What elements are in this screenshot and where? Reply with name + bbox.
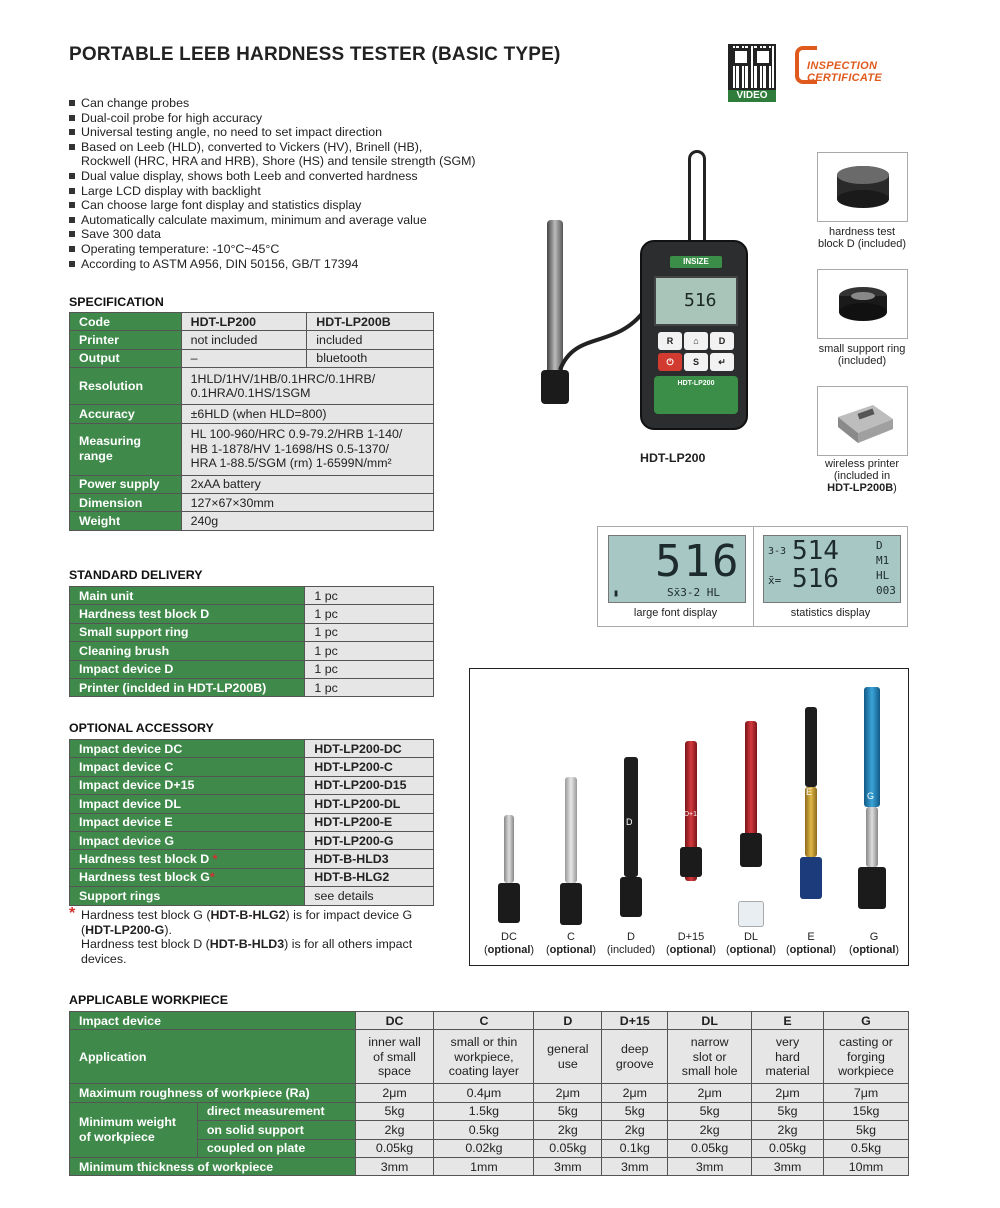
probe-name: DL bbox=[743, 931, 759, 943]
measuring-line1: HL 100-960/HRC 0.9-79.2/HRB 1-140/ bbox=[190, 427, 403, 442]
application-cell bbox=[534, 1030, 602, 1084]
weight-cell: 5kg bbox=[824, 1121, 909, 1139]
statistics-lcd bbox=[763, 535, 901, 603]
lcd-side: M1 bbox=[876, 554, 890, 567]
table-row bbox=[70, 512, 434, 530]
key-d: D bbox=[710, 332, 734, 350]
thickness-cell: 3mm bbox=[602, 1157, 668, 1175]
application-line: space bbox=[377, 1064, 412, 1079]
workpiece-device: DL bbox=[668, 1012, 752, 1030]
probe-ring bbox=[800, 857, 822, 899]
video-qr-code[interactable] bbox=[728, 44, 776, 102]
probe-note: optional bbox=[729, 944, 773, 956]
note-text: ( bbox=[81, 922, 86, 937]
weight-cell: 0.5kg bbox=[434, 1121, 534, 1139]
weight-cell: 5kg bbox=[355, 1102, 434, 1120]
home-key-icon: ⌂ bbox=[684, 332, 708, 350]
device-caption: HDT-LP200 bbox=[640, 451, 706, 465]
optional-code: HDT-B-HLG2 bbox=[305, 868, 434, 886]
measuring-line2: HB 1-1878/HV 1-1698/HS 0.5-1370/ bbox=[190, 441, 389, 456]
feature-item: Universal testing angle, no need to set impact direction bbox=[69, 125, 529, 140]
probe-caption: D (included) bbox=[601, 931, 661, 957]
table-row bbox=[70, 1030, 909, 1084]
table-row bbox=[70, 368, 434, 405]
probe-transparent-ring bbox=[738, 901, 764, 927]
probe-ring bbox=[620, 877, 642, 917]
application-line: groove bbox=[615, 1056, 654, 1071]
table-row bbox=[70, 1084, 909, 1102]
table-row bbox=[70, 349, 434, 367]
specification-table bbox=[69, 312, 434, 531]
weight-cell: 0.05kg bbox=[534, 1139, 602, 1157]
delivery-qty: 1 pc bbox=[305, 623, 434, 641]
optional-item-label: Hardness test block G bbox=[79, 870, 210, 885]
probe-body bbox=[504, 815, 514, 883]
probe-ring bbox=[560, 883, 582, 925]
note-text: ) is for impact device G bbox=[285, 908, 413, 922]
spec-label: Weight bbox=[70, 512, 182, 530]
note-code: HDT-LP200-G bbox=[85, 922, 165, 937]
delivery-item: Hardness test block D bbox=[70, 605, 305, 623]
optional-code: see details bbox=[305, 887, 434, 905]
workpiece-sublabel: coupled on plate bbox=[197, 1139, 355, 1157]
accessory-caption bbox=[797, 226, 927, 250]
lcd-large-value: 516 bbox=[655, 536, 741, 587]
probe-note: included bbox=[610, 944, 652, 956]
note-text: ). bbox=[164, 922, 172, 937]
optional-code: HDT-LP200-D15 bbox=[305, 776, 434, 794]
feature-item: Can change probes bbox=[69, 96, 529, 111]
note-text: ) is for all others impact bbox=[284, 937, 413, 952]
certificate-line1: INSPECTION bbox=[807, 60, 878, 72]
lcd-row2-value: 516 bbox=[792, 564, 839, 594]
roughness-cell: 2μm bbox=[752, 1084, 824, 1102]
table-row bbox=[70, 605, 434, 623]
feature-list bbox=[69, 96, 529, 271]
probe-caption: G (optional) bbox=[844, 931, 904, 957]
weight-label-line: of workpiece bbox=[79, 1129, 155, 1144]
specification-heading: SPECIFICATION bbox=[69, 295, 164, 309]
keypad bbox=[654, 332, 738, 372]
device-label: HDT-LP200 bbox=[654, 376, 738, 414]
probe-tag: D+15 bbox=[684, 811, 701, 818]
probe-cable bbox=[688, 150, 706, 244]
lcd-row2-prefix: x̄= bbox=[768, 574, 782, 587]
workpiece-table bbox=[69, 1011, 909, 1176]
workpiece-heading: APPLICABLE WORKPIECE bbox=[69, 993, 229, 1007]
weight-cell: 5kg bbox=[534, 1102, 602, 1120]
workpiece-sublabel: direct measurement bbox=[197, 1102, 355, 1120]
footnote-star: * bbox=[69, 905, 76, 922]
weight-cell: 0.5kg bbox=[824, 1139, 909, 1157]
weight-cell: 15kg bbox=[824, 1102, 909, 1120]
delivery-item: Impact device D bbox=[70, 660, 305, 678]
table-row bbox=[70, 1102, 909, 1120]
accessory-caption bbox=[797, 458, 927, 494]
caption-line: wireless printer bbox=[825, 458, 899, 470]
spec-label: Output bbox=[70, 349, 182, 367]
optional-item: Impact device E bbox=[70, 813, 305, 831]
feature-item-continued: Rockwell (HRC, HRA and HRB), Shore (HS) and tensile strength (SGM) bbox=[81, 154, 476, 169]
caption-code: HDT-LP200B bbox=[827, 482, 894, 494]
spec-value bbox=[181, 368, 433, 405]
table-row bbox=[70, 405, 434, 423]
workpiece-device: C bbox=[434, 1012, 534, 1030]
video-label: VIDEO bbox=[728, 90, 776, 102]
display-caption: large font display bbox=[633, 607, 718, 619]
optional-code: HDT-B-HLD3 bbox=[305, 850, 434, 868]
support-ring-icon bbox=[818, 270, 907, 338]
delivery-qty: 1 pc bbox=[305, 605, 434, 623]
certificate-line2: CERTIFICATE bbox=[807, 72, 883, 84]
weight-cell: 0.05kg bbox=[355, 1139, 434, 1157]
table-row bbox=[70, 493, 434, 511]
table-row bbox=[70, 642, 434, 660]
spec-value: included bbox=[307, 331, 434, 349]
spec-value: 240g bbox=[181, 512, 433, 530]
measuring-line3: HRA 1-88.5/SGM (rm) 1-6599N/mm² bbox=[190, 456, 392, 471]
application-line: of small bbox=[373, 1049, 416, 1064]
weight-cell: 0.05kg bbox=[752, 1139, 824, 1157]
probe-note: optional bbox=[549, 944, 593, 956]
probe-ring bbox=[680, 847, 702, 877]
feature-item: Can choose large font display and statistics display bbox=[69, 198, 529, 213]
application-line: inner wall bbox=[368, 1035, 421, 1050]
application-line: very bbox=[775, 1035, 800, 1050]
application-line: material bbox=[765, 1064, 810, 1079]
impact-devices-panel bbox=[469, 668, 909, 966]
lcd-side: D bbox=[876, 539, 883, 552]
feature-item: Dual value display, shows both Leeb and converted hardness bbox=[69, 169, 529, 184]
application-line: coating layer bbox=[448, 1064, 520, 1079]
application-cell bbox=[434, 1030, 534, 1084]
probe-caption: DL (optional) bbox=[721, 931, 781, 957]
probe-name: D bbox=[627, 931, 635, 943]
table-row bbox=[70, 868, 434, 886]
application-line: small hole bbox=[681, 1064, 738, 1079]
table-row bbox=[70, 587, 434, 605]
roughness-cell: 2μm bbox=[602, 1084, 668, 1102]
caption-line: hardness test bbox=[828, 226, 896, 238]
spec-value: ±6HLD (when HLD=800) bbox=[181, 405, 433, 423]
optional-code: HDT-LP200-E bbox=[305, 813, 434, 831]
weight-cell: 5kg bbox=[752, 1102, 824, 1120]
delivery-qty: 1 pc bbox=[305, 678, 434, 696]
measuring-label2: range bbox=[79, 449, 113, 464]
workpiece-sublabel: on solid support bbox=[197, 1121, 355, 1139]
accessory-caption bbox=[797, 343, 927, 367]
probe-body bbox=[864, 687, 880, 807]
lcd-large-sub: Sx̄3-2 HL bbox=[667, 586, 720, 599]
application-line: slot or bbox=[692, 1049, 727, 1064]
probe-ring bbox=[498, 883, 520, 923]
table-row bbox=[70, 831, 434, 849]
probe-name: D+15 bbox=[677, 931, 705, 943]
optional-code: HDT-LP200-DC bbox=[305, 740, 434, 758]
caption-suffix: ) bbox=[893, 482, 897, 494]
table-row bbox=[70, 887, 434, 905]
probe-note: optional bbox=[487, 944, 531, 956]
application-line: hard bbox=[775, 1049, 800, 1064]
probe-caption: C (optional) bbox=[541, 931, 601, 957]
weight-cell: 5kg bbox=[668, 1102, 752, 1120]
spec-value: bluetooth bbox=[307, 349, 434, 367]
probe-name: G bbox=[869, 931, 879, 943]
probe-note: optional bbox=[789, 944, 833, 956]
feature-item: Save 300 data bbox=[69, 227, 529, 242]
probe-ring bbox=[740, 833, 762, 867]
note-text: devices. bbox=[81, 951, 127, 966]
note-text: Hardness test block D ( bbox=[81, 937, 210, 952]
table-row bbox=[70, 475, 434, 493]
key-s: S bbox=[684, 353, 708, 371]
feature-item: Operating temperature: -10°C~45°C bbox=[69, 242, 529, 257]
delivery-qty: 1 pc bbox=[305, 642, 434, 660]
optional-item: Support rings bbox=[70, 887, 305, 905]
probe-caption: DC (optional) bbox=[479, 931, 539, 957]
delivery-item: Printer (inclded in HDT-LP200B) bbox=[70, 678, 305, 696]
optional-code: HDT-LP200-DL bbox=[305, 795, 434, 813]
spec-label bbox=[70, 423, 182, 475]
optional-table bbox=[69, 739, 434, 906]
thickness-cell: 3mm bbox=[668, 1157, 752, 1175]
roughness-cell: 0.4μm bbox=[434, 1084, 534, 1102]
thickness-cell: 3mm bbox=[355, 1157, 434, 1175]
application-cell bbox=[824, 1030, 909, 1084]
weight-cell: 2kg bbox=[355, 1121, 434, 1139]
table-row bbox=[70, 423, 434, 475]
delivery-heading: STANDARD DELIVERY bbox=[69, 568, 203, 582]
optional-heading: OPTIONAL ACCESSORY bbox=[69, 721, 214, 735]
spec-label: Code bbox=[70, 313, 182, 331]
delivery-table bbox=[69, 586, 434, 697]
table-row bbox=[70, 331, 434, 349]
thickness-cell: 10mm bbox=[824, 1157, 909, 1175]
application-line: small or thin bbox=[450, 1035, 518, 1050]
caption-line: (included) bbox=[837, 355, 887, 367]
table-row bbox=[70, 795, 434, 813]
feature-item: Large LCD display with backlight bbox=[69, 184, 529, 199]
table-row bbox=[70, 313, 434, 331]
table-row bbox=[70, 758, 434, 776]
probe-ring bbox=[858, 867, 886, 909]
application-line: deep bbox=[620, 1042, 649, 1057]
application-line: use bbox=[557, 1056, 578, 1071]
caption-line: block D (included) bbox=[817, 238, 907, 250]
delivery-qty: 1 pc bbox=[305, 660, 434, 678]
workpiece-label: Impact device bbox=[70, 1012, 356, 1030]
device-main-unit-image bbox=[640, 240, 748, 430]
spec-label: Resolution bbox=[70, 368, 182, 405]
caption-line bbox=[797, 482, 927, 494]
feature-item: Based on Leeb (HLD), converted to Vickers (HV), Brinell (HB), bbox=[69, 140, 529, 155]
table-row bbox=[70, 776, 434, 794]
optional-item: Impact device DC bbox=[70, 740, 305, 758]
test-block-icon bbox=[818, 153, 907, 221]
resolution-line2: 0.1HRA/0.1HS/1SGM bbox=[190, 386, 311, 401]
optional-item: Impact device D+15 bbox=[70, 776, 305, 794]
workpiece-device: D+15 bbox=[602, 1012, 668, 1030]
application-line: forging bbox=[847, 1049, 885, 1064]
weight-cell: 0.02kg bbox=[434, 1139, 534, 1157]
weight-cell: 2kg bbox=[668, 1121, 752, 1139]
weight-cell: 2kg bbox=[752, 1121, 824, 1139]
spec-value: not included bbox=[181, 331, 307, 349]
spec-label: Accuracy bbox=[70, 405, 182, 423]
spec-label: Power supply bbox=[70, 475, 182, 493]
weight-cell: 0.05kg bbox=[668, 1139, 752, 1157]
spec-value: 127×67×30mm bbox=[181, 493, 433, 511]
key-r: R bbox=[658, 332, 682, 350]
application-cell bbox=[355, 1030, 434, 1084]
application-line: narrow bbox=[690, 1035, 729, 1050]
workpiece-label: Minimum thickness of workpiece bbox=[70, 1157, 356, 1175]
workpiece-label: Application bbox=[70, 1030, 356, 1084]
footnote-star: * bbox=[209, 870, 215, 885]
display-modes-panel bbox=[597, 526, 908, 627]
caption-line: (included in bbox=[833, 470, 891, 482]
delivery-qty: 1 pc bbox=[305, 587, 434, 605]
probe-body bbox=[745, 721, 757, 841]
optional-code: HDT-LP200-C bbox=[305, 758, 434, 776]
inspection-certificate-logo bbox=[795, 46, 915, 84]
feature-item: Automatically calculate maximum, minimum and average value bbox=[69, 213, 529, 228]
thickness-cell: 3mm bbox=[752, 1157, 824, 1175]
probe-name: DC bbox=[501, 931, 517, 943]
note-code: HDT-B-HLG2 bbox=[210, 908, 286, 922]
brand-logo: INSIZE bbox=[670, 256, 722, 268]
workpiece-device: DC bbox=[355, 1012, 434, 1030]
display-caption: statistics display bbox=[790, 607, 871, 619]
spec-value: – bbox=[181, 349, 307, 367]
optional-code: HDT-LP200-G bbox=[305, 831, 434, 849]
probe-body bbox=[565, 777, 577, 883]
caption-line: small support ring bbox=[818, 343, 906, 355]
spec-label: Dimension bbox=[70, 493, 182, 511]
table-row bbox=[70, 1157, 909, 1175]
spec-value bbox=[181, 423, 433, 475]
screen-value: 516 bbox=[684, 290, 717, 311]
workpiece-device: E bbox=[752, 1012, 824, 1030]
workpiece-label: Maximum roughness of workpiece (Ra) bbox=[70, 1084, 356, 1102]
support-ring-image bbox=[817, 269, 908, 339]
roughness-cell: 2μm bbox=[534, 1084, 602, 1102]
probe-name: E bbox=[807, 931, 815, 943]
application-line: general bbox=[547, 1042, 589, 1057]
note-code: HDT-B-HLD3 bbox=[209, 937, 285, 952]
footnote-star: * bbox=[212, 852, 218, 867]
resolution-line1: 1HLD/1HV/1HB/0.1HRC/0.1HRB/ bbox=[190, 371, 376, 386]
delivery-item: Main unit bbox=[70, 587, 305, 605]
table-row bbox=[70, 740, 434, 758]
probe-note: optional bbox=[852, 944, 896, 956]
page-title: PORTABLE LEEB HARDNESS TESTER (BASIC TYPE) bbox=[69, 44, 561, 65]
weight-cell: 5kg bbox=[602, 1102, 668, 1120]
device-screen bbox=[654, 276, 738, 326]
thickness-cell: 1mm bbox=[434, 1157, 534, 1175]
application-cell bbox=[602, 1030, 668, 1084]
qr-code-icon bbox=[728, 44, 776, 90]
application-cell bbox=[668, 1030, 752, 1084]
table-row bbox=[70, 623, 434, 641]
optional-item: Impact device G bbox=[70, 831, 305, 849]
probe-tag: D bbox=[626, 817, 633, 827]
lcd-row1-prefix: 3-3 bbox=[768, 546, 787, 557]
optional-item bbox=[70, 850, 305, 868]
probe-caption: E (optional) bbox=[781, 931, 841, 957]
feature-item: Dual-coil probe for high accuracy bbox=[69, 111, 529, 126]
workpiece-label bbox=[70, 1102, 198, 1157]
lcd-side: HL bbox=[876, 569, 890, 582]
table-row bbox=[70, 850, 434, 868]
spec-value: 2xAA battery bbox=[181, 475, 433, 493]
weight-cell: 2kg bbox=[602, 1121, 668, 1139]
probe-tag: G bbox=[867, 791, 875, 801]
thickness-cell: 3mm bbox=[534, 1157, 602, 1175]
probe-body bbox=[805, 707, 817, 787]
probe-note: optional bbox=[669, 944, 713, 956]
measuring-label1: Measuring bbox=[79, 434, 141, 449]
spec-model-1: HDT-LP200 bbox=[181, 313, 307, 331]
large-font-lcd bbox=[608, 535, 746, 603]
lcd-row1-value: 514 bbox=[792, 536, 839, 566]
lcd-side: 003 bbox=[876, 584, 896, 597]
weight-label-line: Minimum weight bbox=[79, 1114, 177, 1129]
feature-item: According to ASTM A956, DIN 50156, GB/T 17394 bbox=[69, 257, 529, 272]
delivery-item: Small support ring bbox=[70, 623, 305, 641]
optional-item bbox=[70, 868, 305, 886]
battery-icon: ▮ bbox=[613, 588, 620, 599]
optional-item: Impact device C bbox=[70, 758, 305, 776]
table-row bbox=[70, 660, 434, 678]
application-line: casting or bbox=[839, 1035, 893, 1050]
probe-body-lower bbox=[805, 787, 817, 857]
enter-key-icon: ↵ bbox=[710, 353, 734, 371]
probe-tag: E bbox=[806, 787, 813, 797]
probe-caption: D+15 (optional) bbox=[661, 931, 721, 957]
table-row bbox=[70, 813, 434, 831]
printer-image bbox=[817, 386, 908, 456]
application-cell bbox=[752, 1030, 824, 1084]
test-block-image bbox=[817, 152, 908, 222]
roughness-cell: 2μm bbox=[668, 1084, 752, 1102]
table-row bbox=[70, 678, 434, 696]
printer-icon bbox=[818, 387, 907, 455]
power-key-icon: ⏻ bbox=[658, 353, 682, 371]
workpiece-device: G bbox=[824, 1012, 909, 1030]
delivery-item: Cleaning brush bbox=[70, 642, 305, 660]
roughness-cell: 7μm bbox=[824, 1084, 909, 1102]
spec-model-2: HDT-LP200B bbox=[307, 313, 434, 331]
optional-item-label: Hardness test block D bbox=[79, 852, 210, 867]
footnote bbox=[69, 905, 449, 966]
probe-body-lower bbox=[866, 807, 878, 867]
roughness-cell: 2μm bbox=[355, 1084, 434, 1102]
application-line: workpiece bbox=[838, 1064, 894, 1079]
weight-cell: 0.1kg bbox=[602, 1139, 668, 1157]
note-text: Hardness test block G ( bbox=[81, 908, 211, 922]
table-row bbox=[70, 1012, 909, 1030]
application-line: workpiece, bbox=[454, 1049, 514, 1064]
lcd-side-column bbox=[876, 538, 896, 598]
weight-cell: 2kg bbox=[534, 1121, 602, 1139]
spec-label: Printer bbox=[70, 331, 182, 349]
optional-item: Impact device DL bbox=[70, 795, 305, 813]
workpiece-device: D bbox=[534, 1012, 602, 1030]
probe-name: C bbox=[567, 931, 575, 943]
weight-cell: 1.5kg bbox=[434, 1102, 534, 1120]
